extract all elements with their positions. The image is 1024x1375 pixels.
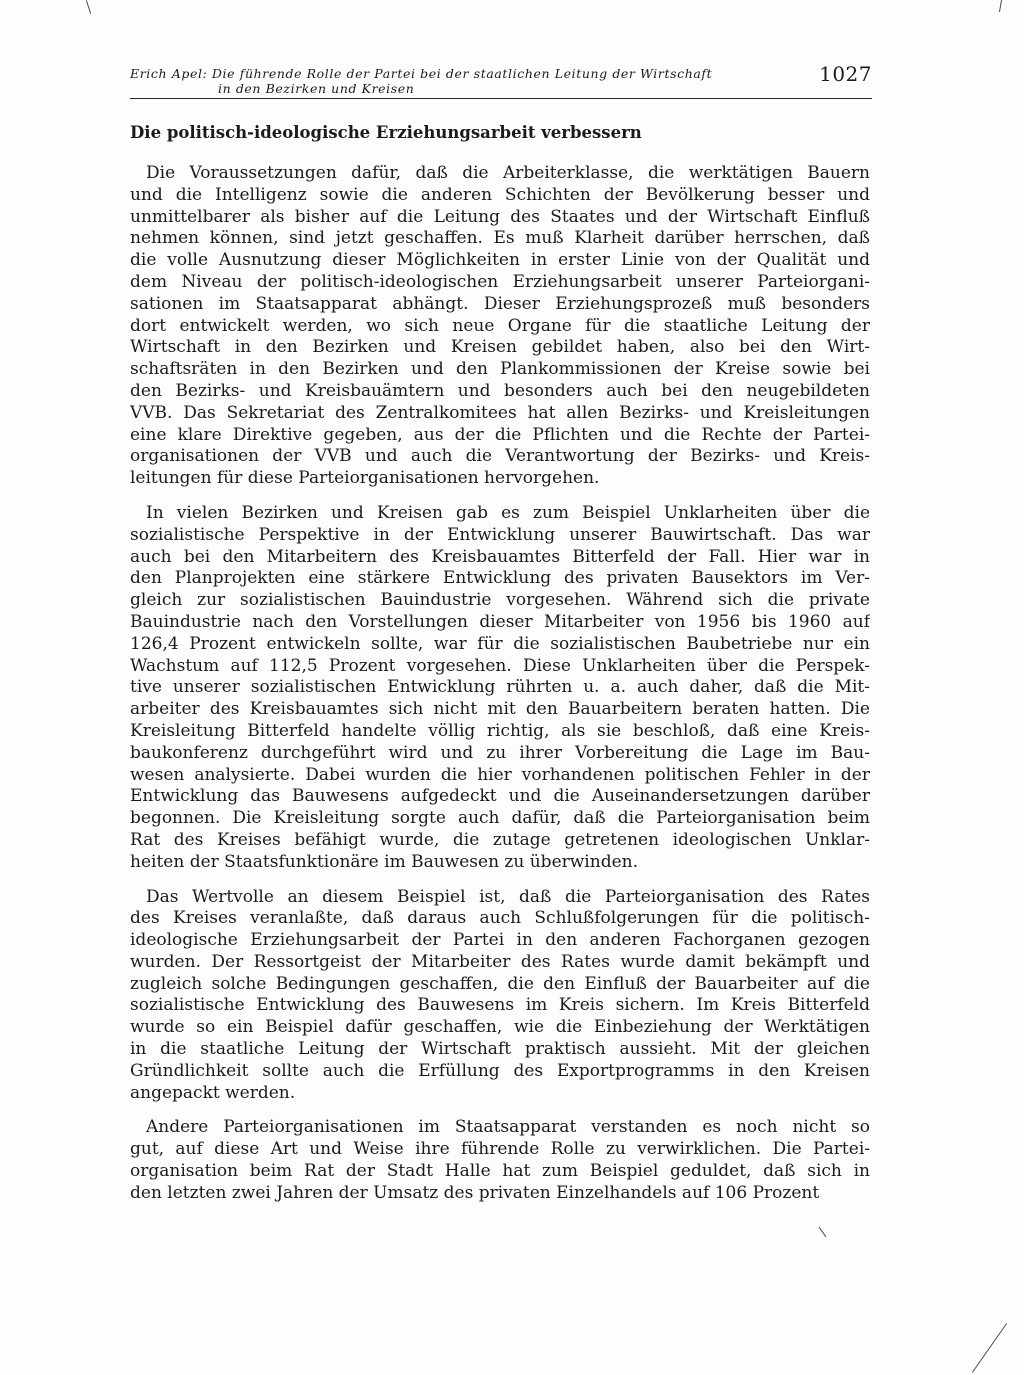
text-line: auch bei den Mitarbeitern des Kreisbauamtes Bitterfeld der Fall. Hier war in xyxy=(130,546,870,567)
text-line: sationen im Staatsapparat abhängt. Dieser Erziehungsprozeß muß besonders xyxy=(130,293,870,314)
text-line: unmittelbarer als bisher auf die Leitung des Staates und der Wirtschaft Einfluß xyxy=(130,206,870,227)
text-line: nehmen können, sind jetzt geschaffen. Es muß Klarheit darüber herrschen, daß xyxy=(130,228,870,249)
text-line: Die Voraussetzungen dafür, daß die Arbeiterklasse, die werktätigen Bauern xyxy=(146,163,870,183)
text-line: Wirtschaft in den Bezirken und Kreisen gebildet haben, also bei den Wirt- xyxy=(130,337,870,358)
text-line: Rat des Kreises befähigt wurde, die zutage getretenen ideologischen Unklar- xyxy=(130,829,870,850)
text-line: organisationen der VVB und auch die Verantwortung der Bezirks- und Kreis- xyxy=(130,446,870,467)
paragraph xyxy=(130,163,870,490)
text-line: den letzten zwei Jahren der Umsatz des privaten Einzelhandels auf 106 Prozent xyxy=(130,1182,820,1203)
text-line: sozialistische Entwicklung des Bauwesens im Kreis sichern. Im Kreis Bitterfeld xyxy=(130,995,870,1016)
text-line: heiten der Staatsfunktionäre im Bauwesen zu überwinden. xyxy=(130,851,638,872)
paragraph xyxy=(130,503,870,874)
paragraph xyxy=(130,887,870,1105)
paragraph xyxy=(130,1117,870,1204)
text-line: den Planprojekten eine stärkere Entwicklung des privaten Bausektors im Ver- xyxy=(130,568,870,589)
text-line: arbeiter des Kreisbauamtes sich nicht mit den Bauarbeitern beraten hatten. Die xyxy=(130,699,870,720)
text-line: des Kreises veranlaßte, daß daraus auch Schlußfolgerungen für die politisch- xyxy=(130,908,870,929)
text-line: gleich zur sozialistischen Bauindustrie vorgesehen. Während sich die private xyxy=(130,590,870,611)
text-line: baukonferenz durchgeführt wird und zu ihrer Vorbereitung die Lage im Bau- xyxy=(130,742,870,763)
running-head xyxy=(130,62,872,100)
text-line: wurden. Der Ressortgeist der Mitarbeiter des Rates wurde damit bekämpft und xyxy=(130,951,870,972)
scan-artifact-bottom-right xyxy=(972,1323,1007,1373)
text-line: wesen analysierte. Dabei wurden die hier vorhandenen politischen Fehler in der xyxy=(130,764,870,785)
text-line: Bauindustrie nach den Vorstellungen dieser Mitarbeiter von 1956 bis 1960 auf xyxy=(130,611,870,632)
running-title-line-2: in den Bezirken und Kreisen xyxy=(218,81,415,96)
text-line: gut, auf diese Art und Weise ihre führende Rolle zu verwirklichen. Die Partei- xyxy=(130,1139,870,1160)
text-line: sozialistische Perspektive in der Entwicklung unserer Bauwirtschaft. Das war xyxy=(130,524,870,545)
text-line: ideologische Erziehungsarbeit der Partei in den anderen Fachorganen gezogen xyxy=(130,930,870,951)
body-text xyxy=(130,163,870,1218)
text-line: VVB. Das Sekretariat des Zentralkomitees hat allen Bezirks- und Kreisleitungen xyxy=(130,402,870,423)
text-line: zugleich solche Bedingungen geschaffen, die den Einfluß der Bauarbeiter auf die xyxy=(130,973,870,994)
text-line: 126,4 Prozent entwickeln sollte, war für die sozialistischen Baubetriebe nur ein xyxy=(130,633,870,654)
running-title xyxy=(130,66,810,96)
text-line: Das Wertvolle an diesem Beispiel ist, daß die Parteiorganisation des Rates xyxy=(146,886,870,907)
page-number: 1027 xyxy=(819,62,872,86)
text-line: schaftsräten in den Bezirken und den Plankommissionen der Kreise sowie bei xyxy=(130,359,870,380)
text-line: Wachstum auf 112,5 Prozent vorgesehen. Diese Unklarheiten über die Perspek- xyxy=(130,655,870,676)
section-heading: Die politisch-ideologische Erziehungsarbeit verbessern xyxy=(130,123,642,142)
running-title-line-1: Erich Apel: Die führende Rolle der Partei bei der staatlichen Leitung der Wirtschaft xyxy=(130,66,713,81)
text-line: tive unserer sozialistischen Entwicklung rührten u. a. auch daher, daß die Mit- xyxy=(130,677,870,698)
text-line: dem Niveau der politisch-ideologischen Erziehungsarbeit unserer Parteiorgani- xyxy=(130,271,870,292)
text-line: leitungen für diese Parteiorganisationen hervorgehen. xyxy=(130,468,600,489)
scan-artifact-top-right xyxy=(999,0,1002,12)
text-line: eine klare Direktive gegeben, aus der die Pflichten und die Rechte der Partei- xyxy=(130,424,870,445)
text-line: den Bezirks- und Kreisbauämtern und besonders auch bei den neugebildeten xyxy=(130,380,870,401)
text-line: angepackt werden. xyxy=(130,1082,296,1103)
text-line: Andere Parteiorganisationen im Staatsapparat verstanden es noch nicht so xyxy=(146,1117,870,1138)
text-line: in die staatliche Leitung der Wirtschaft praktisch aussieht. Mit der gleichen xyxy=(130,1039,870,1060)
text-line: dort entwickelt werden, wo sich neue Organe für die staatliche Leitung der xyxy=(130,315,870,336)
text-line: In vielen Bezirken und Kreisen gab es zum Beispiel Unklarheiten über die xyxy=(146,502,870,523)
text-line: Entwicklung das Bauwesens aufgedeckt und die Auseinandersetzungen darüber xyxy=(130,786,870,807)
scan-artifact-top-left xyxy=(86,0,91,14)
header-rule xyxy=(130,98,872,99)
text-line: Gründlichkeit sollte auch die Erfüllung des Exportprogramms in den Kreisen xyxy=(130,1060,870,1081)
text-line: die volle Ausnutzung dieser Möglichkeiten in erster Linie von der Qualität und xyxy=(130,250,870,271)
text-line: begonnen. Die Kreisleitung sorgte auch dafür, daß die Parteiorganisation beim xyxy=(130,808,870,829)
text-line: und die Intelligenz sowie die anderen Schichten der Bevölkerung besser und xyxy=(130,184,870,205)
text-line: organisation beim Rat der Stadt Halle hat zum Beispiel geduldet, daß sich in xyxy=(130,1161,870,1182)
text-line: Kreisleitung Bitterfeld handelte völlig richtig, als sie beschloß, daß eine Kreis- xyxy=(130,720,870,741)
text-line: wurde so ein Beispiel dafür geschaffen, wie die Einbeziehung der Werktätigen xyxy=(130,1017,870,1038)
scan-artifact-mid-right xyxy=(819,1227,827,1237)
